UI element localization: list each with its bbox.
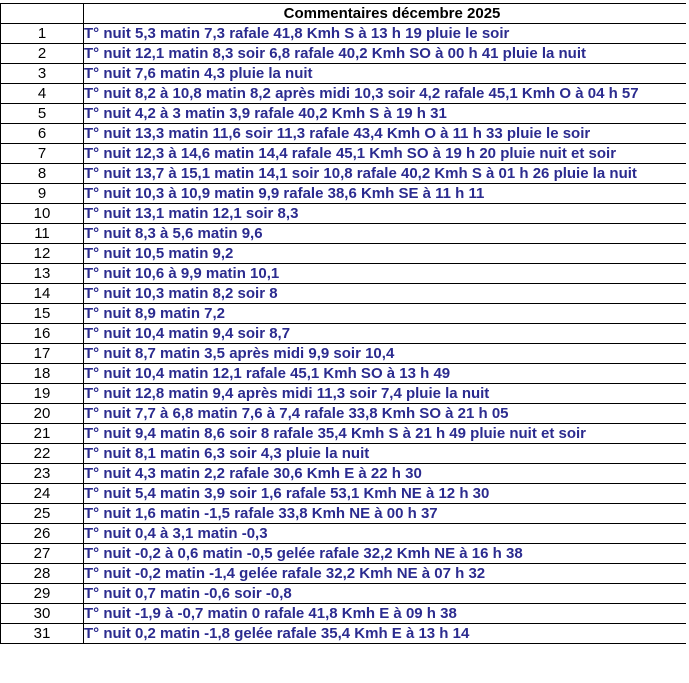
day-number-cell[interactable]: 26 — [1, 524, 84, 544]
table-row — [1, 224, 689, 244]
table-row — [1, 264, 689, 284]
table-row — [1, 384, 689, 404]
comment-cell[interactable]: T° nuit 8,3 à 5,6 matin 9,6 — [84, 224, 689, 244]
day-number-cell[interactable]: 27 — [1, 544, 84, 564]
day-number-cell[interactable]: 4 — [1, 84, 84, 104]
day-number-cell[interactable]: 13 — [1, 264, 84, 284]
table-row — [1, 484, 689, 504]
day-number-cell[interactable]: 7 — [1, 144, 84, 164]
comment-cell[interactable]: T° nuit 8,2 à 10,8 matin 8,2 après midi 10,3 soir 4,2 rafale 45,1 Kmh O à 04 h 57 — [84, 84, 689, 104]
day-number-cell[interactable]: 14 — [1, 284, 84, 304]
comment-cell[interactable]: T° nuit 7,6 matin 4,3 pluie la nuit — [84, 64, 689, 84]
comment-cell[interactable]: T° nuit 13,7 à 15,1 matin 14,1 soir 10,8 rafale 40,2 Kmh S à 01 h 26 pluie la nuit — [84, 164, 689, 184]
table-row — [1, 584, 689, 604]
comment-cell[interactable]: T° nuit 0,4 à 3,1 matin -0,3 — [84, 524, 689, 544]
comment-cell[interactable]: T° nuit 12,8 matin 9,4 après midi 11,3 soir 7,4 pluie la nuit — [84, 384, 689, 404]
table-row — [1, 324, 689, 344]
day-number-cell[interactable]: 18 — [1, 364, 84, 384]
comment-cell[interactable]: T° nuit 13,3 matin 11,6 soir 11,3 rafale 43,4 Kmh O à 11 h 33 pluie le soir — [84, 124, 689, 144]
day-number-cell[interactable]: 15 — [1, 304, 84, 324]
day-number-cell[interactable]: 5 — [1, 104, 84, 124]
comment-cell[interactable]: T° nuit 0,2 matin -1,8 gelée rafale 35,4 Kmh E à 13 h 14 — [84, 624, 689, 644]
comment-cell[interactable]: T° nuit 5,4 matin 3,9 soir 1,6 rafale 53,1 Kmh NE à 12 h 30 — [84, 484, 689, 504]
comment-cell[interactable]: T° nuit 10,4 matin 12,1 rafale 45,1 Kmh SO à 13 h 49 — [84, 364, 689, 384]
day-number-cell[interactable]: 17 — [1, 344, 84, 364]
day-number-cell[interactable]: 25 — [1, 504, 84, 524]
comment-cell[interactable]: T° nuit 4,3 matin 2,2 rafale 30,6 Kmh E à 22 h 30 — [84, 464, 689, 484]
comment-cell[interactable]: T° nuit 10,4 matin 9,4 soir 8,7 — [84, 324, 689, 344]
comment-cell[interactable]: T° nuit 5,3 matin 7,3 rafale 41,8 Kmh S à 13 h 19 pluie le soir — [84, 24, 689, 44]
comment-cell[interactable]: T° nuit 9,4 matin 8,6 soir 8 rafale 35,4 Kmh S à 21 h 49 pluie nuit et soir — [84, 424, 689, 444]
table-row — [1, 84, 689, 104]
day-number-cell[interactable]: 3 — [1, 64, 84, 84]
table-row — [1, 184, 689, 204]
comment-cell[interactable]: T° nuit 1,6 matin -1,5 rafale 33,8 Kmh NE à 00 h 37 — [84, 504, 689, 524]
day-number-cell[interactable]: 10 — [1, 204, 84, 224]
table-row — [1, 124, 689, 144]
table-row — [1, 364, 689, 384]
comment-cell[interactable]: T° nuit 7,7 à 6,8 matin 7,6 à 7,4 rafale 33,8 Kmh SO à 21 h 05 — [84, 404, 689, 424]
table-row — [1, 284, 689, 304]
day-number-cell[interactable]: 29 — [1, 584, 84, 604]
day-number-cell[interactable]: 20 — [1, 404, 84, 424]
table-row — [1, 24, 689, 44]
day-number-cell[interactable]: 9 — [1, 184, 84, 204]
comment-cell[interactable]: T° nuit 12,3 à 14,6 matin 14,4 rafale 45,1 Kmh SO à 19 h 20 pluie nuit et soir — [84, 144, 689, 164]
table-row — [1, 524, 689, 544]
table-row — [1, 464, 689, 484]
day-number-cell[interactable]: 12 — [1, 244, 84, 264]
day-number-cell[interactable]: 21 — [1, 424, 84, 444]
comment-cell[interactable]: T° nuit -0,2 à 0,6 matin -0,5 gelée rafale 32,2 Kmh NE à 16 h 38 — [84, 544, 689, 564]
comment-cell[interactable]: T° nuit 10,3 à 10,9 matin 9,9 rafale 38,6 Kmh SE à 11 h 11 — [84, 184, 689, 204]
day-number-cell[interactable]: 6 — [1, 124, 84, 144]
table-row — [1, 544, 689, 564]
day-number-cell[interactable]: 30 — [1, 604, 84, 624]
header-blank-cell[interactable] — [1, 4, 84, 24]
day-number-cell[interactable]: 22 — [1, 444, 84, 464]
comment-cell[interactable]: T° nuit -1,9 à -0,7 matin 0 rafale 41,8 Kmh E à 09 h 38 — [84, 604, 689, 624]
header-title-cell[interactable]: Commentaires décembre 2025 — [84, 4, 689, 24]
table-row — [1, 624, 689, 644]
comment-cell[interactable]: T° nuit 8,7 matin 3,5 après midi 9,9 soir 10,4 — [84, 344, 689, 364]
comment-cell[interactable]: T° nuit 10,3 matin 8,2 soir 8 — [84, 284, 689, 304]
comment-cell[interactable]: T° nuit 12,1 matin 8,3 soir 6,8 rafale 40,2 Kmh SO à 00 h 41 pluie la nuit — [84, 44, 689, 64]
day-number-cell[interactable]: 2 — [1, 44, 84, 64]
comment-cell[interactable]: T° nuit 8,1 matin 6,3 soir 4,3 pluie la nuit — [84, 444, 689, 464]
day-number-cell[interactable]: 31 — [1, 624, 84, 644]
table-row — [1, 444, 689, 464]
comment-cell[interactable]: T° nuit 10,5 matin 9,2 — [84, 244, 689, 264]
comment-cell[interactable]: T° nuit -0,2 matin -1,4 gelée rafale 32,2 Kmh NE à 07 h 32 — [84, 564, 689, 584]
table-row — [1, 404, 689, 424]
table-row — [1, 504, 689, 524]
day-number-cell[interactable]: 24 — [1, 484, 84, 504]
table-row — [1, 564, 689, 584]
day-number-cell[interactable]: 16 — [1, 324, 84, 344]
day-number-cell[interactable]: 28 — [1, 564, 84, 584]
comment-cell[interactable]: T° nuit 8,9 matin 7,2 — [84, 304, 689, 324]
table-row — [1, 424, 689, 444]
table-row — [1, 144, 689, 164]
table-row — [1, 164, 689, 184]
comment-cell[interactable]: T° nuit 10,6 à 9,9 matin 10,1 — [84, 264, 689, 284]
comment-cell[interactable]: T° nuit 4,2 à 3 matin 3,9 rafale 40,2 Kmh S à 19 h 31 — [84, 104, 689, 124]
comment-cell[interactable]: T° nuit 0,7 matin -0,6 soir -0,8 — [84, 584, 689, 604]
table-row — [1, 304, 689, 324]
day-number-cell[interactable]: 1 — [1, 24, 84, 44]
day-number-cell[interactable]: 8 — [1, 164, 84, 184]
table-row — [1, 604, 689, 624]
table-row — [1, 104, 689, 124]
comments-table — [0, 3, 689, 644]
table-row — [1, 44, 689, 64]
table-row — [1, 344, 689, 364]
table-row — [1, 64, 689, 84]
table-row — [1, 244, 689, 264]
day-number-cell[interactable]: 11 — [1, 224, 84, 244]
day-number-cell[interactable]: 23 — [1, 464, 84, 484]
comment-cell[interactable]: T° nuit 13,1 matin 12,1 soir 8,3 — [84, 204, 689, 224]
day-number-cell[interactable]: 19 — [1, 384, 84, 404]
table-row — [1, 204, 689, 224]
header-row — [1, 4, 689, 24]
